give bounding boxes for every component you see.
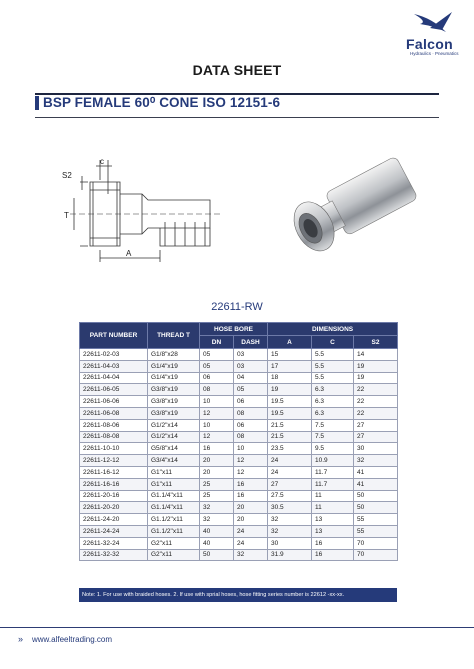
table-row [80, 349, 398, 361]
cell-thread: G1/2"x14 [148, 419, 200, 431]
cell-c: 11.7 [312, 466, 354, 478]
cell-c: 5.5 [312, 372, 354, 384]
footer-divider [0, 627, 474, 628]
cell-dash: 16 [234, 478, 268, 490]
table-row [80, 525, 398, 537]
cell-thread: G1/8"x28 [148, 349, 200, 361]
cell-part-number: 22611-12-12 [80, 455, 148, 467]
cell-part-number: 22611-06-08 [80, 407, 148, 419]
cell-s2: 41 [354, 478, 398, 490]
cell-dn: 32 [200, 514, 234, 526]
cell-a: 32 [268, 514, 312, 526]
cell-s2: 30 [354, 443, 398, 455]
cell-dn: 40 [200, 525, 234, 537]
cell-dash: 08 [234, 431, 268, 443]
cell-c: 11 [312, 490, 354, 502]
cell-dn: 08 [200, 384, 234, 396]
cell-c: 5.5 [312, 349, 354, 361]
cell-thread: G1"x11 [148, 478, 200, 490]
cell-part-number: 22611-06-06 [80, 396, 148, 408]
footer-website-link[interactable]: www.alfeeltrading.com [32, 635, 113, 644]
cell-dash: 08 [234, 407, 268, 419]
cell-a: 19.5 [268, 396, 312, 408]
falcon-bird-icon [412, 8, 458, 38]
cell-thread: G1"x11 [148, 466, 200, 478]
cell-a: 23.5 [268, 443, 312, 455]
cell-thread: G1.1/2"x11 [148, 514, 200, 526]
header-hose-bore: HOSE BORE [200, 323, 268, 336]
table-row [80, 372, 398, 384]
cell-dn: 32 [200, 502, 234, 514]
cell-dash: 16 [234, 490, 268, 502]
table-row [80, 478, 398, 490]
cell-c: 7.5 [312, 419, 354, 431]
table-row [80, 443, 398, 455]
cell-dash: 03 [234, 349, 268, 361]
cell-part-number: 22611-04-04 [80, 372, 148, 384]
cell-s2: 14 [354, 349, 398, 361]
cell-dn: 12 [200, 431, 234, 443]
cell-thread: G3/4"x14 [148, 455, 200, 467]
cell-s2: 22 [354, 396, 398, 408]
cell-a: 19.5 [268, 407, 312, 419]
cell-part-number: 22611-02-03 [80, 349, 148, 361]
cell-part-number: 22611-24-24 [80, 525, 148, 537]
cell-dash: 04 [234, 372, 268, 384]
cell-dash: 05 [234, 384, 268, 396]
cell-c: 10.9 [312, 455, 354, 467]
cell-s2: 50 [354, 490, 398, 502]
table-row [80, 466, 398, 478]
cell-thread: G3/8"x19 [148, 407, 200, 419]
cell-part-number: 22611-20-16 [80, 490, 148, 502]
dim-label-t: T [64, 211, 69, 220]
cell-part-number: 22611-16-16 [80, 478, 148, 490]
subtitle-divider [35, 117, 439, 118]
cell-c: 9.5 [312, 443, 354, 455]
cell-s2: 70 [354, 549, 398, 561]
cell-c: 6.3 [312, 396, 354, 408]
dim-label-s2: S2 [62, 171, 72, 180]
cell-thread: G3/8"x19 [148, 396, 200, 408]
table-row [80, 384, 398, 396]
cell-dn: 10 [200, 396, 234, 408]
table-row [80, 431, 398, 443]
cell-c: 11 [312, 502, 354, 514]
cell-a: 27.5 [268, 490, 312, 502]
table-row [80, 490, 398, 502]
header-s2: S2 [354, 336, 398, 349]
table-row [80, 502, 398, 514]
cell-a: 30 [268, 537, 312, 549]
part-code-heading: 22611-RW [211, 301, 263, 313]
table-row [80, 360, 398, 372]
cell-dn: 50 [200, 549, 234, 561]
cell-s2: 19 [354, 360, 398, 372]
cell-dn: 05 [200, 360, 234, 372]
cell-a: 21.5 [268, 419, 312, 431]
cell-dn: 40 [200, 537, 234, 549]
cell-a: 18 [268, 372, 312, 384]
page-title: DATA SHEET [192, 62, 282, 78]
cell-a: 17 [268, 360, 312, 372]
cell-thread: G5/8"x14 [148, 443, 200, 455]
table-row [80, 396, 398, 408]
cell-dash: 24 [234, 525, 268, 537]
cell-thread: G1.1/4"x11 [148, 502, 200, 514]
cell-a: 31.9 [268, 549, 312, 561]
cell-c: 7.5 [312, 431, 354, 443]
header-dash: DASH [234, 336, 268, 349]
cell-a: 19 [268, 384, 312, 396]
dimensions-table [79, 322, 397, 561]
cell-a: 15 [268, 349, 312, 361]
cell-s2: 27 [354, 419, 398, 431]
brand-tagline: Hydraulics · Pneumatics [410, 51, 459, 56]
subtitle-accent [35, 96, 39, 110]
cell-dash: 24 [234, 537, 268, 549]
cell-thread: G1.1/2"x11 [148, 525, 200, 537]
cell-s2: 55 [354, 514, 398, 526]
cell-s2: 27 [354, 431, 398, 443]
cell-c: 6.3 [312, 384, 354, 396]
cell-a: 30.5 [268, 502, 312, 514]
cell-dash: 12 [234, 455, 268, 467]
cell-dash: 06 [234, 419, 268, 431]
cell-dn: 16 [200, 443, 234, 455]
table-row [80, 514, 398, 526]
cell-thread: G2"x11 [148, 537, 200, 549]
cell-part-number: 22611-24-20 [80, 514, 148, 526]
cell-thread: G1/4"x19 [148, 360, 200, 372]
cell-dash: 10 [234, 443, 268, 455]
cell-dn: 25 [200, 478, 234, 490]
table-row [80, 537, 398, 549]
page-subtitle: BSP FEMALE 60⁰ CONE ISO 12151-6 [43, 95, 281, 110]
cell-part-number: 22611-32-32 [80, 549, 148, 561]
cell-part-number: 22611-06-05 [80, 384, 148, 396]
cell-part-number: 22611-20-20 [80, 502, 148, 514]
cell-part-number: 22611-08-08 [80, 431, 148, 443]
header-dimensions: DIMENSIONS [268, 323, 398, 336]
dim-label-a: A [126, 249, 132, 258]
cell-dn: 25 [200, 490, 234, 502]
cell-dash: 20 [234, 502, 268, 514]
header-part-number: PART NUMBER [80, 323, 148, 349]
header-dn: DN [200, 336, 234, 349]
cell-c: 13 [312, 525, 354, 537]
cell-dash: 32 [234, 549, 268, 561]
cell-c: 16 [312, 537, 354, 549]
cell-s2: 19 [354, 372, 398, 384]
fitting-product-image [282, 150, 432, 275]
header-thread: THREAD T [148, 323, 200, 349]
table-row [80, 455, 398, 467]
cell-s2: 41 [354, 466, 398, 478]
cell-dash: 03 [234, 360, 268, 372]
cell-c: 13 [312, 514, 354, 526]
cell-s2: 32 [354, 455, 398, 467]
cell-dn: 12 [200, 407, 234, 419]
cell-part-number: 22611-08-06 [80, 419, 148, 431]
header-c: C [312, 336, 354, 349]
cell-dn: 06 [200, 372, 234, 384]
falcon-logo [392, 8, 462, 56]
dim-label-c: c [100, 157, 104, 166]
cell-c: 5.5 [312, 360, 354, 372]
table-row [80, 549, 398, 561]
cell-a: 24 [268, 466, 312, 478]
table-row [80, 419, 398, 431]
header-a: A [268, 336, 312, 349]
cell-a: 32 [268, 525, 312, 537]
cell-dash: 12 [234, 466, 268, 478]
cell-s2: 22 [354, 384, 398, 396]
cell-dn: 20 [200, 466, 234, 478]
cell-part-number: 22611-04-03 [80, 360, 148, 372]
fitting-technical-drawing [60, 150, 230, 270]
cell-a: 21.5 [268, 431, 312, 443]
cell-part-number: 22611-32-24 [80, 537, 148, 549]
cell-part-number: 22611-16-12 [80, 466, 148, 478]
cell-c: 16 [312, 549, 354, 561]
cell-dash: 06 [234, 396, 268, 408]
cell-a: 24 [268, 455, 312, 467]
cell-dn: 10 [200, 419, 234, 431]
brand-name: Falcon [406, 36, 453, 52]
cell-c: 6.3 [312, 407, 354, 419]
arrow-icon: » [18, 634, 24, 644]
cell-c: 11.7 [312, 478, 354, 490]
cell-thread: G1/2"x14 [148, 431, 200, 443]
cell-part-number: 22611-10-10 [80, 443, 148, 455]
cell-thread: G2"x11 [148, 549, 200, 561]
cell-thread: G1/4"x19 [148, 372, 200, 384]
cell-s2: 55 [354, 525, 398, 537]
cell-thread: G1.1/4"x11 [148, 490, 200, 502]
table-row [80, 407, 398, 419]
cell-s2: 22 [354, 407, 398, 419]
cell-dn: 05 [200, 349, 234, 361]
table-note: Note: 1. For use with braided hoses. 2. If use with sprial hoses, hose fitting series number is 22612 -xx-xx. [79, 588, 397, 602]
cell-s2: 70 [354, 537, 398, 549]
cell-thread: G3/8"x19 [148, 384, 200, 396]
cell-dn: 20 [200, 455, 234, 467]
cell-dash: 20 [234, 514, 268, 526]
cell-a: 27 [268, 478, 312, 490]
cell-s2: 50 [354, 502, 398, 514]
